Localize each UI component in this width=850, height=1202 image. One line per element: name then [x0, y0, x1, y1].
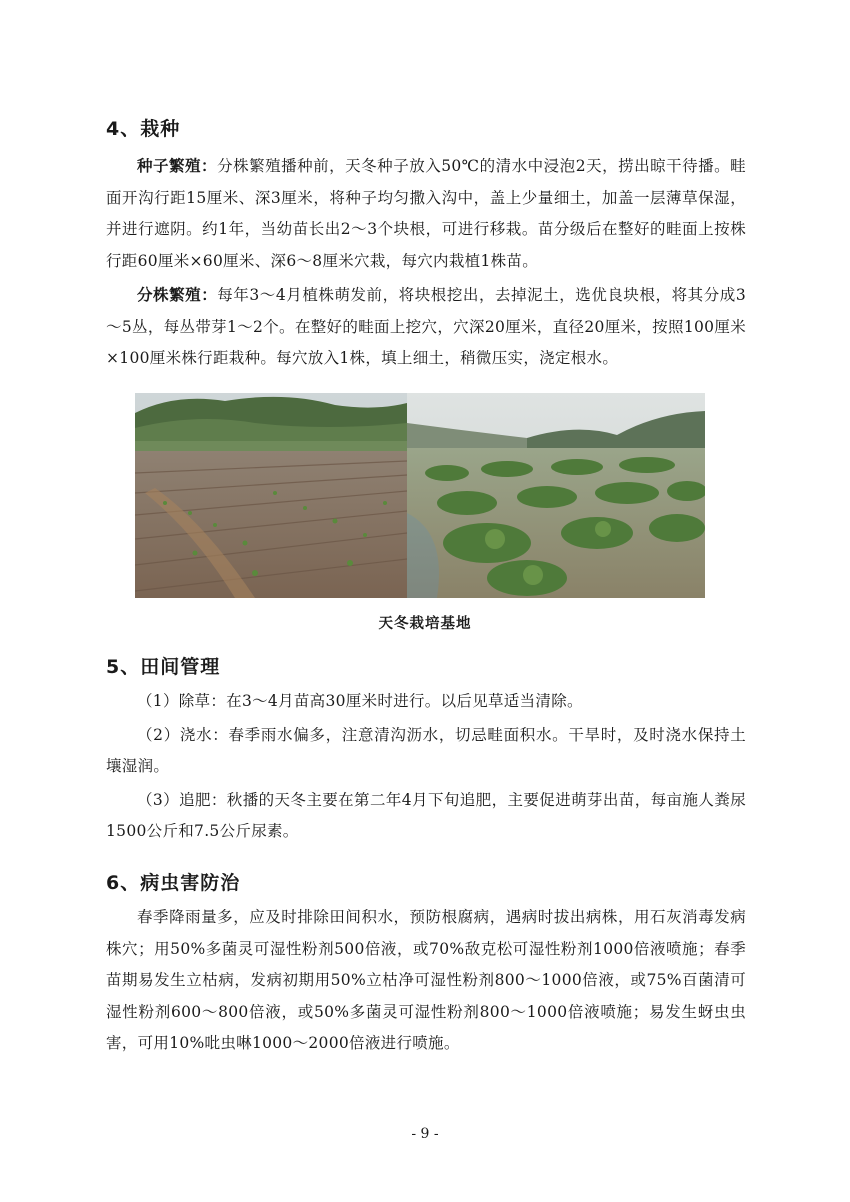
section-5-heading: 5、田间管理 — [106, 656, 221, 678]
cultivation-base-photo — [135, 393, 705, 598]
figure-caption: 天冬栽培基地 — [378, 616, 472, 632]
tilled-field-photo — [135, 393, 407, 598]
division-propagation-paragraph — [106, 279, 746, 375]
page-number: - 9 - — [411, 1126, 439, 1142]
planted-seedlings-photo — [407, 393, 705, 598]
weeding-item: （1）除草：在3～4月苗高30厘米时进行。以后见草适当清除。 — [137, 692, 583, 710]
section-6-heading: 6、病虫害防治 — [106, 872, 241, 894]
division-propagation-text: 每年3～4月植株萌发前，将块根挖出，去掉泥土，选优良块根，将其分成3～5丛，每丛带芽1～2个。在整好的畦面上挖穴，穴深20厘米，直径20厘米，按照100厘米×100厘米株行距栽种。每穴放入1株，填上细土，稍微压实，浇定根水。 — [106, 286, 746, 367]
watering-item: （2）浇水：春季雨水偏多，注意清沟沥水，切忌畦面积水。干旱时，及时浇水保持土壤湿润。 — [106, 725, 746, 775]
section-6 — [106, 864, 746, 1060]
seed-propagation-lead: 种子繁殖： — [137, 156, 218, 175]
section-5 — [106, 648, 746, 848]
division-propagation-lead: 分株繁殖： — [137, 285, 218, 304]
section-4-heading: 4、栽种 — [106, 118, 181, 140]
pest-control-paragraph: 春季降雨量多，应及时排除田间积水，预防根腐病，遇病时拔出病株，用石灰消毒发病株穴；用50%多菌灵可湿性粉剂500倍液，或70%敌克松可湿性粉剂1000倍液喷施；春季苗期易发生立枯病，发病初期用50%立枯净可湿性粉剂800～1000倍液，或75%百菌清可湿性粉剂600～800倍液，或50%多菌灵可湿性粉剂800～1000倍液喷施；易发生蚜虫虫害，可用10%吡虫啉1000～2000倍液进行喷施。 — [106, 908, 746, 1052]
fertilizing-item: （3）追肥：秋播的天冬主要在第二年4月下旬追肥，主要促进萌芽出苗，每亩施人粪尿1500公斤和7.5公斤尿素。 — [106, 790, 746, 840]
section-4 — [106, 110, 746, 375]
seed-propagation-text: 分株繁殖播种前，天冬种子放入50℃的清水中浸泡2天，捞出晾干待播。畦面开沟行距15厘米、深3厘米，将种子均匀撒入沟中，盖上少量细土，加盖一层薄草保湿，并进行遮阴。约1年，当幼苗长出2～3个块根，可进行移栽。苗分级后在整好的畦面上按株行距60厘米×60厘米、深6～8厘米穴栽，每穴内栽植1株苗。 — [106, 157, 746, 270]
seed-propagation-paragraph — [106, 150, 746, 277]
